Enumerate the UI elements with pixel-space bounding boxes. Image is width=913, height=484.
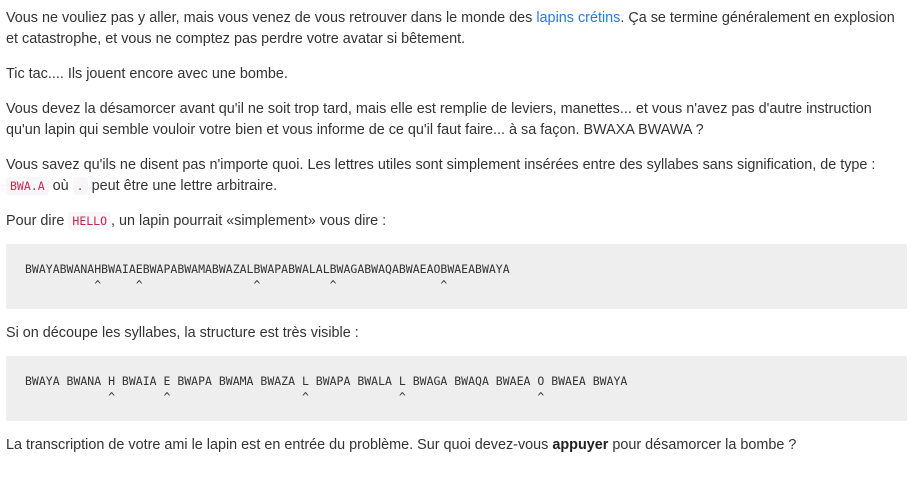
split-intro-paragraph: Si on découpe les syllabes, la structure est très visible :: [6, 325, 359, 341]
question-after-text: pour désamorcer la bombe ?: [608, 437, 797, 453]
syllable-pattern-code: BWA.A: [6, 177, 49, 195]
defuse-paragraph: Vous devez la désamorcer avant qu'il ne soit trop tard, mais elle est remplie de leviers, manettes... et vous n'avez pas d'autre instruction qu'un lapin qui semble vouloir votre bien et vous informe de ce qu'il faut faire... à sa façon. BWAXA BWAWA ?: [6, 101, 872, 138]
rules-text: Vous savez qu'ils ne disent pas n'importe quoi. Les lettres utiles sont simplement insérées entre des syllabes sans signification, de type :: [6, 157, 876, 173]
example-code-block: BWAYABWANAHBWAIAEBWAPABWAMABWAZALBWAPABWALALBWAGABWAQABWAEAOBWAEABWAYA ^ ^ ^ ^ ^: [6, 244, 907, 309]
question-before-text: La transcription de votre ami le lapin est en entrée du problème. Sur quoi devez-vous: [6, 437, 553, 453]
rules-mid-text: où: [48, 178, 73, 194]
split-code-block: BWAYA BWANA H BWAIA E BWAPA BWAMA BWAZA L BWAPA BWALA L BWAGA BWAQA BWAEA O BWAEA BWAYA ^ ^ ^ ^ ^: [6, 356, 907, 421]
hello-after-text: , un lapin pourrait «simplement» vous dire :: [111, 213, 387, 229]
intro-paragraph: [6, 0, 907, 50]
rules-end-text: peut être une lettre arbitraire.: [87, 178, 278, 194]
appuyer-bold: appuyer: [552, 437, 609, 453]
lapins-cretins-link[interactable]: lapins crétins: [536, 10, 621, 26]
intro-text-end: . Ça se termine généralement en explosion et catastrophe, et vous ne comptez pas perdre votre avatar si bêtement.: [6, 10, 895, 47]
intro-text-start: Vous ne vouliez pas y aller, mais vous venez de vous retrouver dans le monde des: [6, 10, 537, 26]
tictac-paragraph: Tic tac.... Ils jouent encore avec une bombe.: [6, 66, 288, 82]
rules-paragraph: [6, 155, 907, 197]
wildcard-code: .: [73, 177, 88, 195]
hello-code: HELLO: [68, 212, 111, 230]
hello-paragraph: [6, 211, 907, 232]
question-paragraph: [6, 435, 907, 456]
hello-before-text: Pour dire: [6, 213, 69, 229]
